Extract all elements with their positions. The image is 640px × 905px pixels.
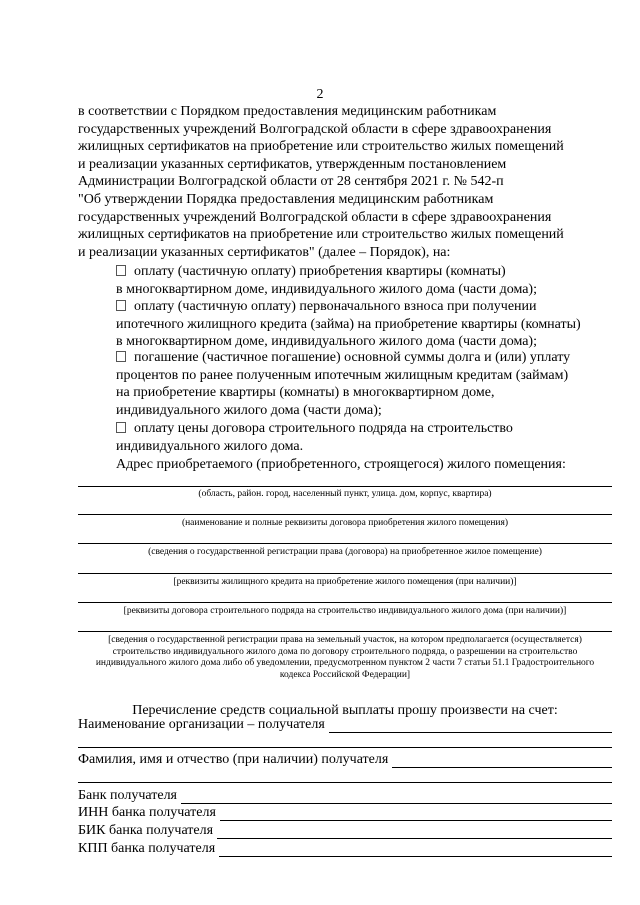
option-text: ипотечного жилищного кредита (займа) на приобретение квартиры (комнаты) (116, 316, 581, 332)
intro-line: жилищных сертификатов на приобретение или строительство жилых помещений (78, 227, 564, 243)
org-name-field[interactable] (78, 716, 612, 733)
checkbox-icon[interactable] (116, 300, 126, 311)
kpp-input-line[interactable] (219, 843, 612, 857)
option-mortgage-repayment[interactable] (116, 349, 612, 419)
kpp-label: КПП банка получателя (78, 841, 216, 856)
checkbox-icon[interactable] (116, 265, 126, 276)
inn-label: ИНН банка получателя (78, 805, 216, 820)
option-text: погашение (частичное погашение) основной суммы долга и (или) уплату (134, 350, 571, 365)
org-name-input-line[interactable] (329, 719, 612, 733)
intro-line: в соответствии с Порядком предоставления медицинским работникам (78, 104, 497, 119)
purchase-contract-blank-line[interactable] (78, 514, 612, 515)
intro-line: жилищных сертификатов на приобретение или строительство жилых помещений (78, 139, 564, 155)
option-text: оплату (частичную оплату) приобретения квартиры (комнаты) (134, 264, 506, 279)
option-text: оплату цены договора строительного подряда на строительство (134, 421, 513, 436)
bik-label: БИК банка получателя (78, 823, 214, 838)
option-text: индивидуального жилого дома. (116, 438, 304, 454)
bank-field[interactable] (78, 787, 612, 804)
recipient-name-input-line[interactable] (392, 754, 612, 768)
caption-line: строительство индивидуального жилого дома по договору строительного подряда, о разрешении на строительство (112, 646, 578, 657)
option-text: в многоквартирном доме, индивидуального жилого дома (части дома); (116, 281, 537, 297)
inn-field[interactable] (78, 804, 612, 821)
intro-paragraph (78, 103, 612, 261)
purchase-contract-caption: (наименование и полные реквизиты договора приобретения жилого помещения) (181, 518, 509, 528)
page-number: 2 (316, 87, 324, 102)
land-registration-blank-line[interactable] (78, 631, 612, 632)
loan-blank-line[interactable] (78, 573, 612, 574)
caption-line: кодекса Российской Федерации] (279, 669, 411, 680)
org-name-continuation-line[interactable] (78, 747, 612, 748)
checkbox-icon[interactable] (116, 351, 126, 362)
address-blank-line[interactable] (78, 486, 612, 487)
option-text: на приобретение квартиры (комнаты) в многоквартирном доме, (116, 385, 495, 401)
intro-line: и реализации указанных сертификатов, утвержденным постановлением (78, 156, 507, 172)
construction-contract-caption: [реквизиты договора строительного подряда на строительство индивидуального жилого дома (при наличии)] (123, 606, 567, 616)
construction-contract-blank-line[interactable] (78, 602, 612, 603)
recipient-name-continuation-line[interactable] (78, 782, 612, 783)
caption-line: индивидуального жилого дома либо об уведомлении, предусмотренном пунктом 2 части 7 статьи 51.1 Градостроительного (95, 658, 595, 668)
registration-caption: (сведения о государственной регистрации права (договора) на приобретенное жилое помещение) (148, 547, 542, 557)
address-caption: (область, район. город, населенный пункт, улица. дом, корпус, квартира) (198, 489, 492, 499)
kpp-field[interactable] (78, 840, 612, 857)
recipient-name-label: Фамилия, имя и отчество (при наличии) получателя (78, 752, 389, 767)
land-registration-caption (78, 635, 612, 681)
recipient-name-field[interactable] (78, 751, 612, 768)
option-text: процентов по ранее полученным ипотечным жилищным кредитам (займам) (116, 367, 569, 383)
intro-line: Администрации Волгоградской области от 28 сентября 2021 г. № 542-п (78, 174, 504, 190)
registration-blank-line[interactable] (78, 543, 612, 544)
inn-input-line[interactable] (220, 807, 612, 821)
bank-input-line[interactable] (181, 790, 612, 804)
option-text: в многоквартирном доме, индивидуального жилого дома (части дома); (116, 334, 537, 350)
bik-field[interactable] (78, 822, 612, 839)
intro-line: и реализации указанных сертификатов" (далее – Порядок), на: (78, 244, 451, 260)
address-label: Адрес приобретаемого (приобретенного, строящегося) жилого помещения: (116, 457, 566, 472)
transfer-request-text: Перечисление средств социальной выплаты прошу произвести на счет: (132, 703, 558, 718)
option-purchase[interactable] (116, 263, 612, 298)
intro-line: "Об утверждении Порядка предоставления медицинским работникам (78, 191, 494, 207)
checkbox-icon[interactable] (116, 422, 126, 433)
bik-input-line[interactable] (217, 825, 612, 839)
option-construction-contract[interactable] (116, 420, 612, 455)
org-name-label: Наименование организации – получателя (78, 717, 325, 732)
caption-line: [сведения о государственной регистрации права на земельный участок, на котором предполагается (осуществляется) (108, 635, 582, 645)
bank-label: Банк получателя (78, 788, 177, 803)
intro-line: государственных учреждений Волгоградской области в сфере здравоохранения (78, 209, 552, 225)
intro-line: государственных учреждений Волгоградской области в сфере здравоохранения (78, 121, 552, 137)
option-text: индивидуального жилого дома (части дома); (116, 402, 382, 418)
option-text: оплату (частичную оплату) первоначального взноса при получении (134, 299, 537, 314)
option-down-payment[interactable] (116, 298, 612, 351)
loan-caption: [реквизиты жилищного кредита на приобретение жилого помещения (при наличии)] (173, 577, 517, 587)
